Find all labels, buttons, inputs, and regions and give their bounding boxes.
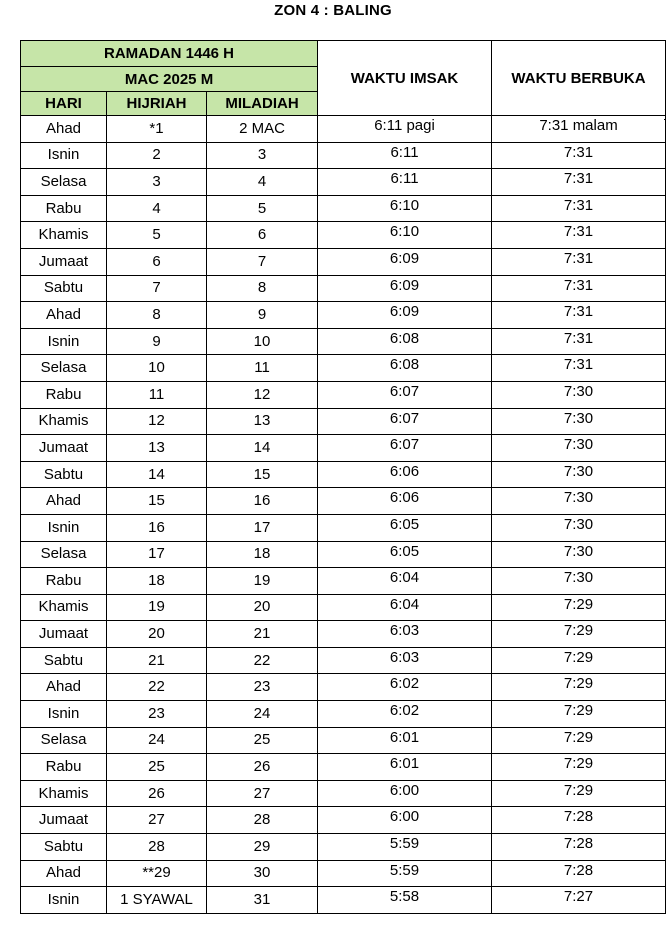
cell-hari: Sabtu — [21, 647, 107, 674]
cell-hijriah: 12 — [107, 408, 207, 435]
header-hari: HARI — [21, 92, 107, 116]
cell-waktu-berbuka: 7:28 — [492, 834, 666, 861]
cell-hari: Selasa — [21, 541, 107, 568]
cell-miladiah: 22 — [207, 647, 318, 674]
cell-hijriah: 25 — [107, 754, 207, 781]
cell-waktu-imsak: 6:01 — [318, 727, 492, 754]
cell-hijriah: 28 — [107, 834, 207, 861]
cell-hijriah: 16 — [107, 514, 207, 541]
cell-waktu-berbuka: 7:31 — [492, 275, 666, 302]
cell-hijriah: 5 — [107, 222, 207, 249]
cell-waktu-imsak: 6:04 — [318, 594, 492, 621]
cell-waktu-berbuka: 7:31 — [492, 222, 666, 249]
cell-waktu-imsak: 6:05 — [318, 541, 492, 568]
cell-waktu-imsak: 6:03 — [318, 647, 492, 674]
cell-waktu-imsak: 6:00 — [318, 807, 492, 834]
header-month: MAC 2025 M — [21, 67, 318, 92]
cell-hijriah: 2 — [107, 142, 207, 169]
table-row — [21, 514, 666, 541]
cell-waktu-imsak: 6:11 — [318, 169, 492, 196]
cell-waktu-imsak: 6:08 — [318, 328, 492, 355]
cell-hijriah: 13 — [107, 435, 207, 462]
cell-waktu-berbuka: 7:30 — [492, 435, 666, 462]
cell-hari: Khamis — [21, 222, 107, 249]
cell-waktu-imsak: 5:59 — [318, 860, 492, 887]
cell-waktu-imsak: 6:09 — [318, 248, 492, 275]
cell-hijriah: 11 — [107, 381, 207, 408]
table-row — [21, 116, 666, 143]
cell-hari: Khamis — [21, 408, 107, 435]
cell-hijriah: *1 — [107, 116, 207, 143]
cell-hijriah: 22 — [107, 674, 207, 701]
table-row — [21, 621, 666, 648]
cell-hijriah: 20 — [107, 621, 207, 648]
cell-waktu-imsak: 6:02 — [318, 674, 492, 701]
cell-waktu-imsak: 6:07 — [318, 408, 492, 435]
cell-hijriah: 18 — [107, 568, 207, 595]
cell-miladiah: 12 — [207, 381, 318, 408]
table-row — [21, 701, 666, 728]
table-row — [21, 302, 666, 329]
cell-miladiah: 19 — [207, 568, 318, 595]
cell-miladiah: 26 — [207, 754, 318, 781]
cell-waktu-berbuka: 7:28 — [492, 860, 666, 887]
cell-hari: Jumaat — [21, 248, 107, 275]
cell-hari: Isnin — [21, 701, 107, 728]
table-row — [21, 461, 666, 488]
cell-miladiah: 16 — [207, 488, 318, 515]
cell-hari: Isnin — [21, 514, 107, 541]
cell-hari: Isnin — [21, 328, 107, 355]
cell-waktu-imsak: 6:04 — [318, 568, 492, 595]
cell-waktu-imsak: 5:59 — [318, 834, 492, 861]
cell-hari: Sabtu — [21, 461, 107, 488]
cell-miladiah: 7 — [207, 248, 318, 275]
cell-waktu-imsak: 6:11 pagi — [318, 116, 492, 143]
cell-hari: Rabu — [21, 381, 107, 408]
cell-hari: Jumaat — [21, 807, 107, 834]
cell-hari: Ahad — [21, 302, 107, 329]
cell-hijriah: 15 — [107, 488, 207, 515]
cell-waktu-imsak: 5:58 — [318, 887, 492, 914]
cell-miladiah: 23 — [207, 674, 318, 701]
table-row — [21, 195, 666, 222]
cell-miladiah: 29 — [207, 834, 318, 861]
table-row — [21, 674, 666, 701]
cell-hari: Isnin — [21, 142, 107, 169]
cell-waktu-imsak: 6:03 — [318, 621, 492, 648]
table-row — [21, 727, 666, 754]
cell-miladiah: 28 — [207, 807, 318, 834]
cell-hijriah: 14 — [107, 461, 207, 488]
cell-miladiah: 30 — [207, 860, 318, 887]
header-waktu-imsak: WAKTU IMSAK — [318, 41, 492, 116]
cell-hijriah: **29 — [107, 860, 207, 887]
cell-hijriah: 6 — [107, 248, 207, 275]
cell-miladiah: 18 — [207, 541, 318, 568]
cell-waktu-berbuka: 7:30 — [492, 461, 666, 488]
cell-miladiah: 14 — [207, 435, 318, 462]
cell-waktu-berbuka: 7:31 — [492, 328, 666, 355]
cell-waktu-berbuka: 7:29 — [492, 754, 666, 781]
cell-waktu-berbuka: 7:30 — [492, 381, 666, 408]
cell-hari: Sabtu — [21, 834, 107, 861]
cell-hijriah: 21 — [107, 647, 207, 674]
table-row — [21, 780, 666, 807]
cell-waktu-berbuka: 7:31 — [492, 355, 666, 382]
cell-miladiah: 5 — [207, 195, 318, 222]
cell-miladiah: 8 — [207, 275, 318, 302]
table-row — [21, 594, 666, 621]
cell-waktu-berbuka: 7:31 — [492, 302, 666, 329]
cell-miladiah: 20 — [207, 594, 318, 621]
table-row — [21, 275, 666, 302]
table-row — [21, 541, 666, 568]
cell-waktu-imsak: 6:07 — [318, 381, 492, 408]
cell-hijriah: 9 — [107, 328, 207, 355]
cell-hari: Selasa — [21, 169, 107, 196]
cell-miladiah: 25 — [207, 727, 318, 754]
cell-hari: Selasa — [21, 355, 107, 382]
cell-hari: Jumaat — [21, 435, 107, 462]
cell-waktu-imsak: 6:11 — [318, 142, 492, 169]
cell-hari: Ahad — [21, 674, 107, 701]
cell-miladiah: 24 — [207, 701, 318, 728]
cell-hijriah: 27 — [107, 807, 207, 834]
table-row — [21, 328, 666, 355]
table-body — [21, 116, 666, 914]
table-row — [21, 568, 666, 595]
cell-waktu-imsak: 6:08 — [318, 355, 492, 382]
cell-hari: Isnin — [21, 887, 107, 914]
cell-hari: Khamis — [21, 594, 107, 621]
header-miladiah: MILADIAH — [207, 92, 318, 116]
cell-waktu-berbuka: 7:29 — [492, 647, 666, 674]
cell-miladiah: 2 MAC — [207, 116, 318, 143]
cell-waktu-berbuka: 7:29 — [492, 594, 666, 621]
cell-waktu-imsak: 6:01 — [318, 754, 492, 781]
cell-hijriah: 1 SYAWAL — [107, 887, 207, 914]
table-row — [21, 408, 666, 435]
cell-hijriah: 24 — [107, 727, 207, 754]
schedule-table — [20, 40, 666, 914]
cell-waktu-berbuka: 7:28 — [492, 807, 666, 834]
cell-hari: Ahad — [21, 116, 107, 143]
cell-waktu-imsak: 6:06 — [318, 488, 492, 515]
cell-waktu-berbuka: 7:30 — [492, 514, 666, 541]
table-row — [21, 887, 666, 914]
cell-miladiah: 9 — [207, 302, 318, 329]
table-row — [21, 754, 666, 781]
page-title: ZON 4 : BALING — [274, 2, 392, 19]
table-row — [21, 435, 666, 462]
cell-hijriah: 8 — [107, 302, 207, 329]
cell-waktu-imsak: 6:09 — [318, 275, 492, 302]
cell-hijriah: 10 — [107, 355, 207, 382]
table-row — [21, 647, 666, 674]
cell-miladiah: 27 — [207, 780, 318, 807]
cell-miladiah: 13 — [207, 408, 318, 435]
cell-waktu-berbuka: 7:31 — [492, 142, 666, 169]
cell-hijriah: 23 — [107, 701, 207, 728]
cell-waktu-berbuka: 7:29 — [492, 780, 666, 807]
cell-waktu-berbuka: 7:30 — [492, 541, 666, 568]
cell-hari: Rabu — [21, 195, 107, 222]
table-row — [21, 381, 666, 408]
cell-waktu-berbuka: 7:31 malam — [492, 116, 666, 143]
cell-waktu-berbuka: 7:27 — [492, 887, 666, 914]
cell-waktu-imsak: 6:06 — [318, 461, 492, 488]
cell-waktu-berbuka: 7:30 — [492, 488, 666, 515]
header-ramadan: RAMADAN 1446 H — [21, 41, 318, 67]
cell-waktu-berbuka: 7:31 — [492, 195, 666, 222]
cell-hari: Ahad — [21, 860, 107, 887]
cell-hari: Ahad — [21, 488, 107, 515]
cell-hari: Rabu — [21, 568, 107, 595]
cell-hari: Sabtu — [21, 275, 107, 302]
header-waktu-berbuka: WAKTU BERBUKA — [492, 41, 666, 116]
cell-hijriah: 17 — [107, 541, 207, 568]
cell-miladiah: 10 — [207, 328, 318, 355]
table-row — [21, 248, 666, 275]
table-row — [21, 222, 666, 249]
cell-miladiah: 21 — [207, 621, 318, 648]
cell-hari: Jumaat — [21, 621, 107, 648]
table-row — [21, 488, 666, 515]
cell-waktu-imsak: 6:00 — [318, 780, 492, 807]
cell-hari: Selasa — [21, 727, 107, 754]
table-header — [21, 41, 666, 116]
cell-miladiah: 11 — [207, 355, 318, 382]
cell-waktu-imsak: 6:02 — [318, 701, 492, 728]
cell-hari: Rabu — [21, 754, 107, 781]
cell-miladiah: 3 — [207, 142, 318, 169]
cell-miladiah: 4 — [207, 169, 318, 196]
cell-waktu-berbuka: 7:31 — [492, 248, 666, 275]
table-row — [21, 142, 666, 169]
cell-waktu-berbuka: 7:29 — [492, 674, 666, 701]
cell-hari: Khamis — [21, 780, 107, 807]
table-row — [21, 169, 666, 196]
cell-hijriah: 7 — [107, 275, 207, 302]
cell-waktu-imsak: 6:09 — [318, 302, 492, 329]
cell-waktu-berbuka: 7:30 — [492, 568, 666, 595]
cell-waktu-berbuka: 7:29 — [492, 621, 666, 648]
cell-waktu-berbuka: 7:29 — [492, 727, 666, 754]
cell-waktu-imsak: 6:10 — [318, 222, 492, 249]
cell-miladiah: 31 — [207, 887, 318, 914]
cell-miladiah: 17 — [207, 514, 318, 541]
table-row — [21, 355, 666, 382]
cell-hijriah: 19 — [107, 594, 207, 621]
table-row — [21, 860, 666, 887]
cell-hijriah: 4 — [107, 195, 207, 222]
cell-hijriah: 3 — [107, 169, 207, 196]
cell-miladiah: 15 — [207, 461, 318, 488]
cell-waktu-berbuka: 7:29 — [492, 701, 666, 728]
cell-waktu-imsak: 6:10 — [318, 195, 492, 222]
header-hijriah: HIJRIAH — [107, 92, 207, 116]
table-row — [21, 807, 666, 834]
cell-waktu-imsak: 6:05 — [318, 514, 492, 541]
cell-hijriah: 26 — [107, 780, 207, 807]
cell-waktu-berbuka: 7:30 — [492, 408, 666, 435]
cell-miladiah: 6 — [207, 222, 318, 249]
cell-waktu-berbuka: 7:31 — [492, 169, 666, 196]
table-row — [21, 834, 666, 861]
cell-waktu-imsak: 6:07 — [318, 435, 492, 462]
